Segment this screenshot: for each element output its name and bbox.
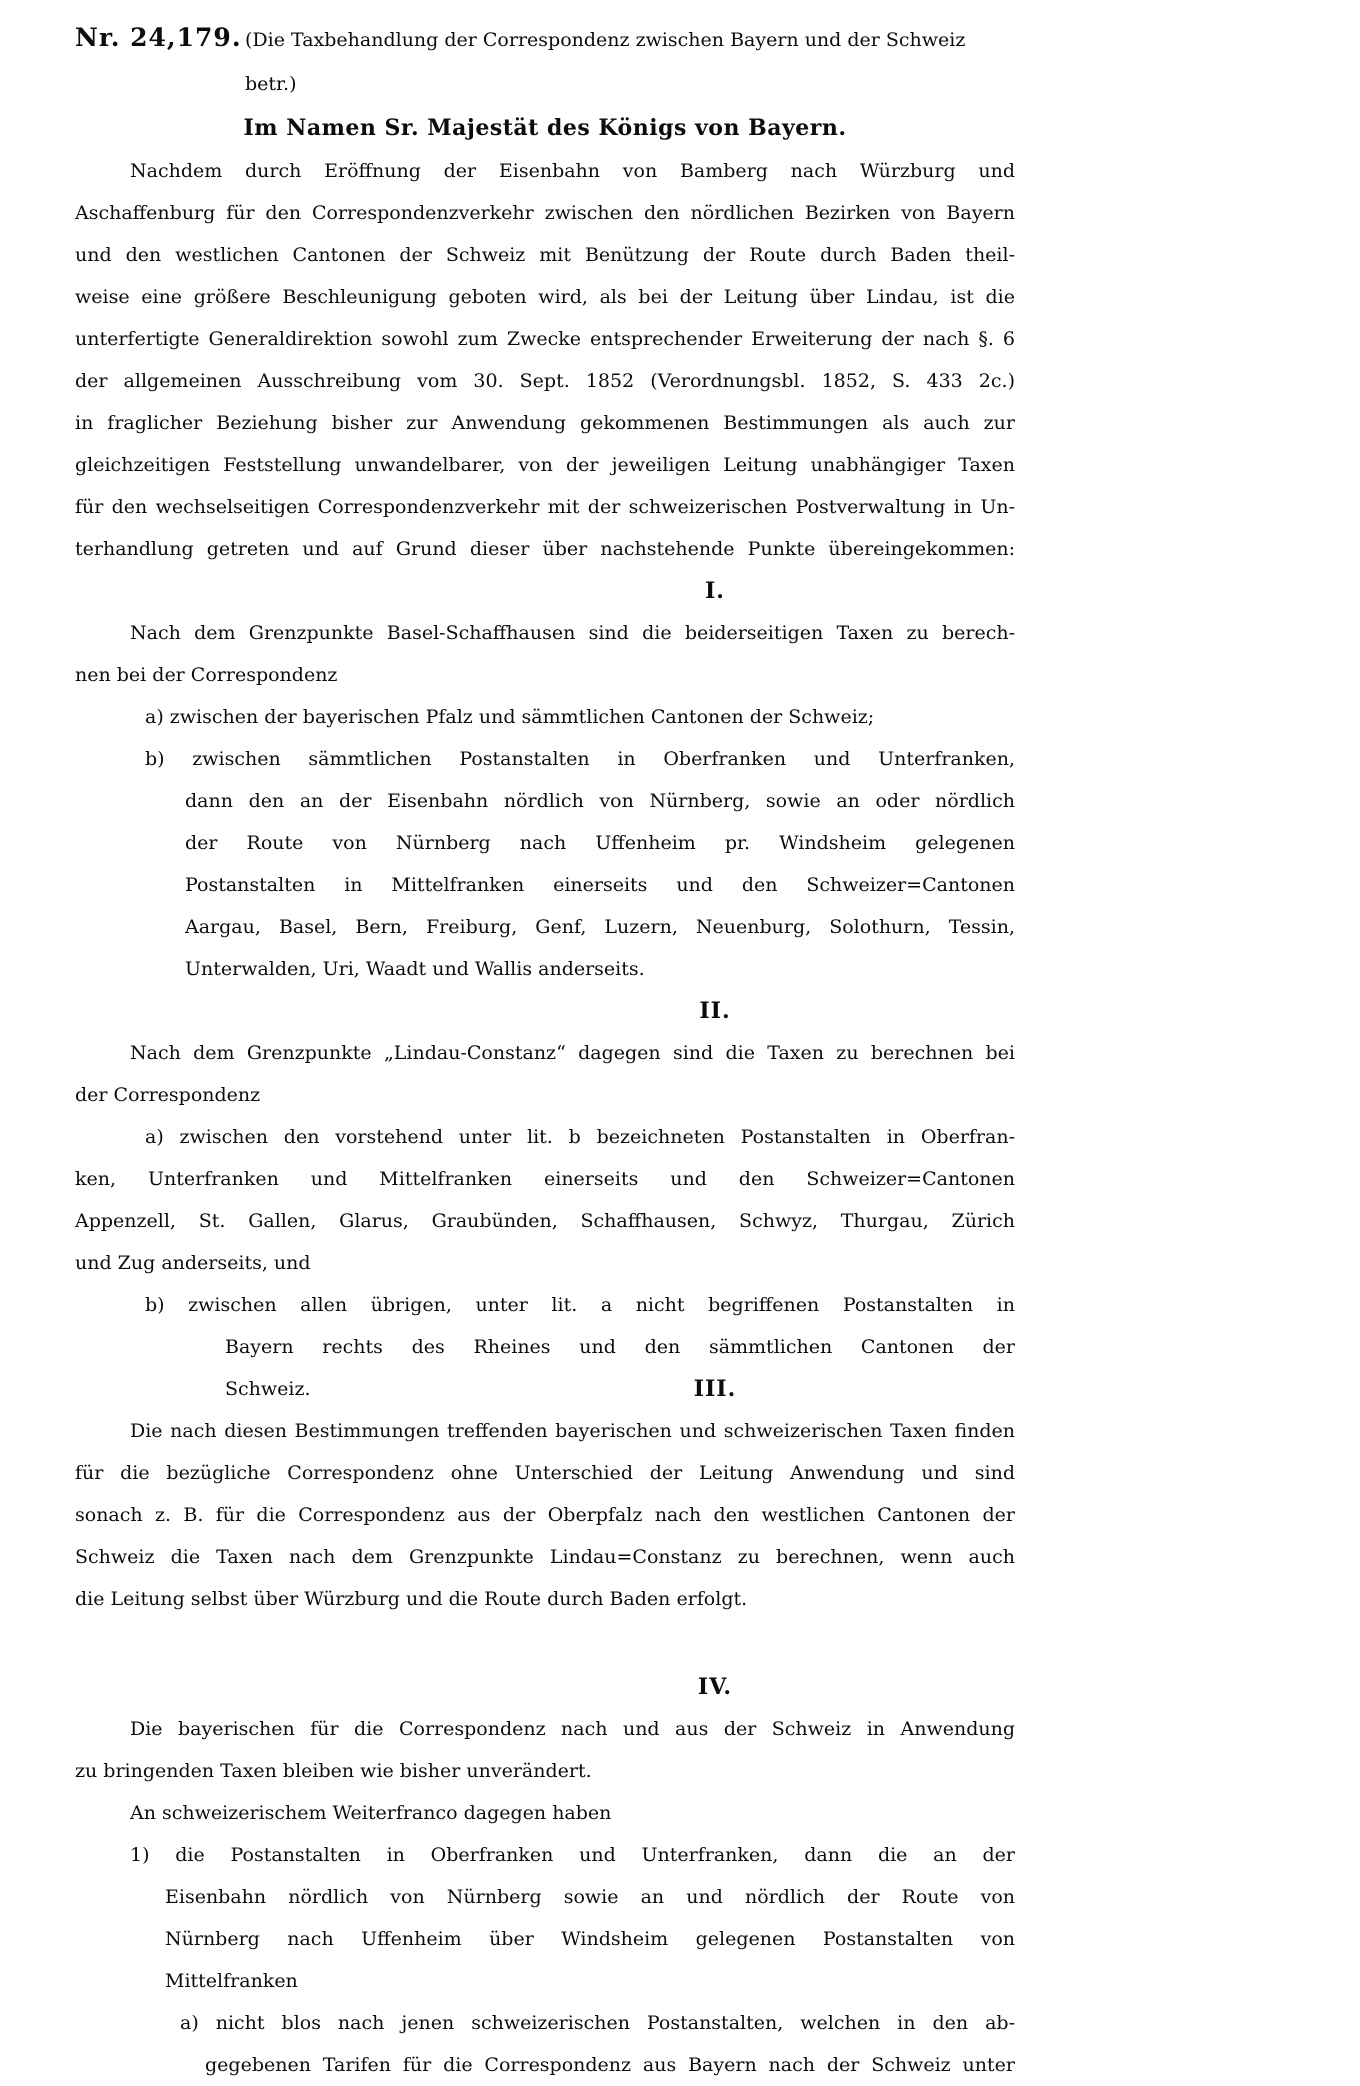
text-line: gleichzeitigen Feststellung unwandelbarer, von der jeweiligen Leitung unabhängiger Taxen — [75, 454, 1015, 476]
text-line: b) zwischen sämmtlichen Postanstalten in Oberfranken und Unterfranken, — [145, 748, 1015, 770]
text-line: a) zwischen den vorstehend unter lit. b bezeichneten Postanstalten in Oberfran- — [145, 1126, 1015, 1148]
text-line: und Zug anderseits, und — [75, 1252, 311, 1274]
section-heading: II. — [699, 998, 731, 1024]
text-line: terhandlung getreten und auf Grund dieser über nachstehende Punkte übereingekommen: — [75, 538, 1015, 560]
text-line: Aschaffenburg für den Correspondenzverkehr zwischen den nördlichen Bezirken von Bayern — [75, 202, 1015, 224]
text-line: Die bayerischen für die Correspondenz nach und aus der Schweiz in Anwendung — [130, 1718, 1015, 1740]
text-line: Postanstalten in Mittelfranken einerseits und den Schweizer=Cantonen — [185, 874, 1015, 896]
text-line: für die bezügliche Correspondenz ohne Unterschied der Leitung Anwendung und sind — [75, 1462, 1015, 1484]
text-line: An schweizerischem Weiterfranco dagegen haben — [130, 1802, 612, 1824]
text-line: sonach z. B. für die Correspondenz aus der Oberpfalz nach den westlichen Cantonen der — [75, 1504, 1015, 1526]
text-line: dann den an der Eisenbahn nördlich von Nürnberg, sowie an oder nördlich — [185, 790, 1015, 812]
text-line: der allgemeinen Ausschreibung vom 30. Sept. 1852 (Verordnungsbl. 1852, S. 433 2c.) — [75, 370, 1015, 392]
text-line: nen bei der Correspondenz — [75, 664, 338, 686]
text-line: Aargau, Basel, Bern, Freiburg, Genf, Luzern, Neuenburg, Solothurn, Tessin, — [185, 916, 1015, 938]
text-line: Nachdem durch Eröffnung der Eisenbahn von Bamberg nach Würzburg und — [130, 160, 1015, 182]
text-line: der Correspondenz — [75, 1084, 261, 1106]
text-line: Schweiz. — [225, 1378, 311, 1400]
text-line: der Route von Nürnberg nach Uffenheim pr. Windsheim gelegenen — [185, 832, 1015, 854]
text-line: ken, Unterfranken und Mittelfranken einerseits und den Schweizer=Cantonen — [75, 1168, 1015, 1190]
text-line: die Leitung selbst über Würzburg und die Route durch Baden erfolgt. — [75, 1588, 748, 1610]
text-line: Die nach diesen Bestimmungen treffenden bayerischen und schweizerischen Taxen finden — [130, 1420, 1015, 1442]
text-line: 1) die Postanstalten in Oberfranken und Unterfranken, dann die an der — [130, 1844, 1015, 1866]
text-line: a) zwischen der bayerischen Pfalz und sämmtlichen Cantonen der Schweiz; — [145, 706, 875, 728]
text-line: Nach dem Grenzpunkte „Lindau-Constanz“ dagegen sind die Taxen zu berechnen bei — [130, 1042, 1015, 1064]
text-line: Bayern rechts des Rheines und den sämmtlichen Cantonen der — [225, 1336, 1015, 1358]
text-line: b) zwischen allen übrigen, unter lit. a nicht begriffenen Postanstalten in — [145, 1294, 1015, 1316]
document-lines — [75, 150, 1015, 2086]
text-line: Unterwalden, Uri, Waadt und Wallis anderseits. — [185, 958, 645, 980]
text-line: weise eine größere Beschleunigung geboten wird, als bei der Leitung über Lindau, ist die — [75, 286, 1015, 308]
text-line: in fraglicher Beziehung bisher zur Anwendung gekommenen Bestimmungen als auch zur — [75, 412, 1015, 434]
text-line: gegebenen Tarifen für die Correspondenz aus Bayern nach der Schweiz unter — [205, 2054, 1015, 2076]
section-heading: I. — [705, 578, 725, 604]
section-heading: IV. — [697, 1674, 733, 1700]
document-header — [75, 16, 1015, 106]
text-line: Nach dem Grenzpunkte Basel-Schaffhausen sind die beiderseitigen Taxen zu berech- — [130, 622, 1015, 644]
text-line: und den westlichen Cantonen der Schweiz mit Benützung der Route durch Baden theil- — [75, 244, 1015, 266]
document-number: Nr. 24,179. — [75, 23, 242, 52]
text-line: unterfertigte Generaldirektion sowohl zum Zwecke entsprechender Erweiterung der nach §. 6 — [75, 328, 1015, 350]
text-line: zu bringenden Taxen bleiben wie bisher unverändert. — [75, 1760, 592, 1782]
section-heading: III. — [693, 1376, 737, 1402]
text-line: Mittelfranken — [165, 1970, 298, 1992]
text-line: Schweiz die Taxen nach dem Grenzpunkte Lindau=Constanz zu berechnen, wenn auch — [75, 1546, 1015, 1568]
text-line: Appenzell, St. Gallen, Glarus, Graubünden, Schaffhausen, Schwyz, Thurgau, Zürich — [75, 1210, 1015, 1232]
proclamation-line: Im Namen Sr. Majestät des Königs von Bayern. — [243, 115, 847, 141]
text-line: Nürnberg nach Uffenheim über Windsheim gelegenen Postanstalten von — [165, 1928, 1015, 1950]
document-subject: (Die Taxbehandlung der Correspondenz zwischen Bayern und der Schweiz betr.) — [245, 29, 966, 95]
text-line: Eisenbahn nördlich von Nürnberg sowie an und nördlich der Route von — [165, 1886, 1015, 1908]
text-line: a) nicht blos nach jenen schweizerischen Postanstalten, welchen in den ab- — [180, 2012, 1015, 2034]
split-line — [75, 1368, 1355, 1410]
text-line: für den wechselseitigen Correspondenzverkehr mit der schweizerischen Postverwaltung in Un- — [75, 496, 1015, 518]
